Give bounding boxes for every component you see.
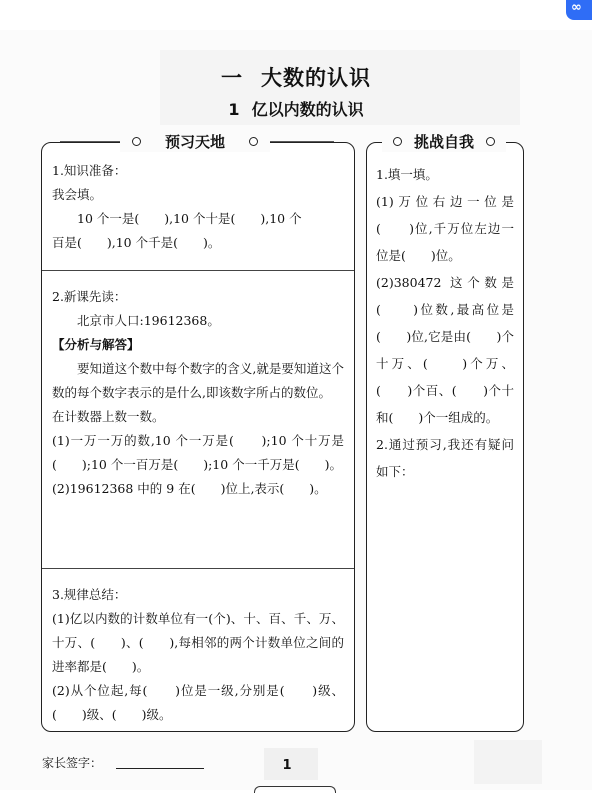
ring-icon bbox=[393, 137, 402, 146]
rule-summary-section bbox=[42, 583, 354, 727]
ring-icon bbox=[249, 137, 258, 146]
section3-heading: 3.规律总结： bbox=[52, 587, 127, 602]
section2-heading: 2.新课先读： bbox=[52, 289, 127, 304]
divider bbox=[42, 568, 354, 569]
section3-q1: (1)亿以内数的计数单位有一(个)、十、百、千、万、十万、( )、( ),每相邻的两个计数单位之间的进率都是( )。 bbox=[52, 611, 344, 674]
section2-q2: (2)19612368 中的 9 在( )位上,表示( )。 bbox=[52, 481, 327, 496]
ring-icon bbox=[132, 137, 141, 146]
count-line: 在计数器上数一数。 bbox=[52, 409, 165, 424]
preview-panel bbox=[41, 142, 355, 732]
analysis-text: 要知道这个数中每个数字的含义,就是要知道这个数的每个数字表示的是什么,即该数字所占的数位。 bbox=[52, 361, 344, 400]
challenge-q1-2: (2)380472 这个数是( )位数,最高位是( )位,它是由( )个十万、( )个万、( )个百、( )个十和( )个一组成的。 bbox=[376, 275, 514, 425]
parent-signature-label: 家长签字： bbox=[42, 756, 103, 770]
link-icon: ∞ bbox=[571, 0, 582, 15]
section1-line2: 百是( ),10 个千是( )。 bbox=[52, 235, 221, 250]
ring-icon bbox=[486, 137, 495, 146]
section1-sub: 我会填。 bbox=[52, 187, 103, 202]
challenge-q1-heading: 1.填一填。 bbox=[376, 167, 438, 182]
blank-area bbox=[474, 740, 542, 784]
challenge-title-text: 挑战自我 bbox=[413, 132, 474, 151]
divider bbox=[42, 270, 354, 271]
section3-q2: (2)从个位起,每( )位是一级,分别是( )级、( )级、( )级。 bbox=[52, 683, 344, 722]
lesson-title-text: 亿以内数的认识 bbox=[251, 100, 364, 119]
challenge-q1-1: (1)万位右边一位是( )位,千万位左边一位是( )位。 bbox=[376, 194, 514, 263]
section1-heading: 1.知识准备： bbox=[52, 163, 127, 178]
panel-header-lines bbox=[0, 0, 592, 200]
challenge-content bbox=[367, 161, 523, 485]
lesson-number: 1 bbox=[228, 100, 240, 119]
new-lesson-section bbox=[42, 285, 354, 501]
chapter-number: 一 bbox=[221, 66, 243, 90]
challenge-panel-title bbox=[382, 130, 506, 152]
page-number: 1 bbox=[282, 758, 292, 773]
signature-line bbox=[116, 768, 204, 769]
preview-title-text: 预习天地 bbox=[164, 132, 225, 151]
population-line: 北京市人口:19612368。 bbox=[77, 313, 220, 328]
chapter-title-text: 大数的认识 bbox=[261, 66, 371, 90]
preview-panel-title bbox=[120, 130, 270, 152]
analysis-heading: 【分析与解答】 bbox=[52, 337, 140, 352]
section1-line1: 10 个一是( ),10 个十是( ),10 个 bbox=[77, 211, 302, 226]
challenge-q2: 2.通过预习,我还有疑问如下： bbox=[376, 437, 514, 479]
section2-q1: (1)一万一万的数,10 个一万是( );10 个十万是( );10 个一百万是( );10 个一千万是( )。 bbox=[52, 433, 344, 472]
challenge-panel bbox=[366, 142, 524, 732]
